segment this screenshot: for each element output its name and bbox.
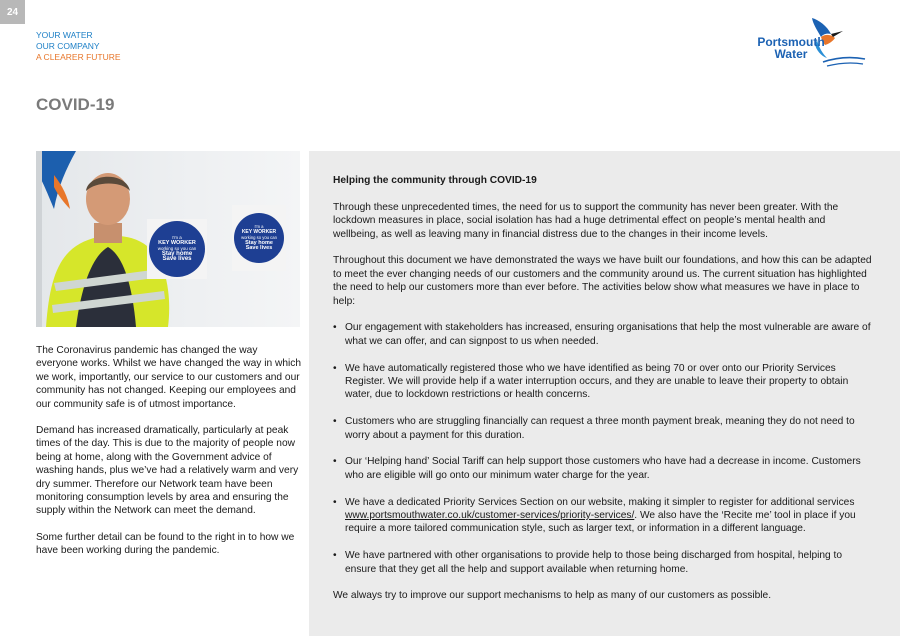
list-item: • Our ‘Helping hand’ Social Tariff can help support those customers who have had a decrease in income. Customers who are eligible will go onto our minimum water charge for the year. <box>333 456 861 481</box>
sign-1-line-1: I'm a <box>172 235 182 241</box>
key-worker-sign-2 <box>232 205 286 271</box>
tagline-line-3: A CLEARER FUTURE <box>36 52 121 62</box>
tagline <box>36 30 121 63</box>
panel-heading: Helping the community through COVID-19 <box>333 175 537 186</box>
measures-list <box>333 321 873 576</box>
key-worker-photo <box>36 151 300 327</box>
bullet-icon: • <box>333 322 337 334</box>
intro-paragraph-2: Demand has increased dramatically, particularly at peak times of the day. This is due to the majority of people now being at home, along with the Government advice of washing hands, plus we’ve had a relatively warm and very dry summer. Therefore our Network team have been monitoring consumption levels by area and ensuring the supply within the Network can meet the demand. <box>36 425 299 517</box>
bullet-icon: • <box>333 416 337 428</box>
panel-closing: We always try to improve our support mechanisms to help as many of our customers as possible. <box>333 590 772 602</box>
list-item: • We have a dedicated Priority Services Section on our website, making it simpler to register for additional services www.portsmouthwater.co.uk/customer-services/priority-services/. We also have the ‘Recite me’ tool in place if you require a more tailored communication style, such as larger text, or information in a different language. <box>333 496 856 535</box>
list-item: • Customers who are struggling financially can request a three month payment break, meaning they do not need to worry about a payment for this duration. <box>333 416 855 441</box>
key-worker-sign-1 <box>147 219 207 279</box>
sign-2-line-2: KEY WORKER <box>241 228 277 235</box>
list-item: • We have partnered with other organisations to provide help to those being discharged from hospital, helping to ensure that they get all the help and support available when returning home. <box>333 550 843 575</box>
bullet-icon: • <box>333 456 337 468</box>
sign-2-line-3: working so you can <box>241 235 277 241</box>
intro-paragraph-3: Some further detail can be found to the right in to how we have been working during the pandemic. <box>36 531 295 557</box>
tagline-line-2: OUR COMPANY <box>36 41 100 51</box>
sign-1-line-4: Stay home <box>161 250 193 257</box>
sign-1-line-3: working so you can <box>157 246 197 252</box>
bullet-icon: • <box>333 496 337 508</box>
sign-1-line-5: Save lives <box>162 256 192 263</box>
intro-text <box>36 344 301 571</box>
sign-1-line-2: KEY WORKER <box>158 239 196 246</box>
logo-text-line-2: Water <box>774 47 808 61</box>
tagline-line-1: YOUR WATER <box>36 30 93 40</box>
page-number: 24 <box>0 0 25 24</box>
list-item: • We have automatically registered those who we have identified as being 70 or over onto our Priority Services Register. We will provide help if a water interruption occurs, and they are unable to leave their property to obtain water, due to lockdown restrictions or health concerns. <box>333 362 849 401</box>
bullet-icon: • <box>333 362 337 374</box>
panel-paragraph-2: Throughout this document we have demonstrated the ways we have built our foundations, and how this can be adapted to meet the ever changing needs of our customers and the community around us. The current situation has highlighted the need to help our customers more than ever before. The activities below show what measures we have in place to help: <box>333 255 872 307</box>
panel-paragraph-1: Through these unprecedented times, the need for us to support the community has never been greater. With the lockdown measures in place, social isolation has had a huge detrimental effect on people’s mental health and wellbeing, as well as leaving many in financial distress due to the changes in their income levels. <box>333 201 839 240</box>
logo-text-line-1: Portsmouth <box>757 35 825 49</box>
intro-paragraph-1: The Coronavirus pandemic has changed the way everyone works. Whilst we have changed the way in which we work, importantly, our service to our customers and our community has not changed. Keeping our employees and our community safe is of utmost importance. <box>36 345 302 410</box>
sign-2-line-5: Save lives <box>245 245 273 252</box>
priority-services-link[interactable]: www.portsmouthwater.co.uk/customer-services/priority-services/ <box>345 510 635 522</box>
page-title: COVID-19 <box>36 95 115 114</box>
bullet-icon: • <box>333 550 337 562</box>
list-item: • Our engagement with stakeholders has increased, ensuring organisations that help the most vulnerable are aware of what we can offer, and can signpost to us when needed. <box>333 322 871 347</box>
sign-2-line-4: Stay home <box>245 239 273 246</box>
sign-2-line-1: I'm a <box>254 224 264 230</box>
community-support-panel <box>309 151 900 636</box>
portsmouth-water-logo <box>757 14 867 74</box>
